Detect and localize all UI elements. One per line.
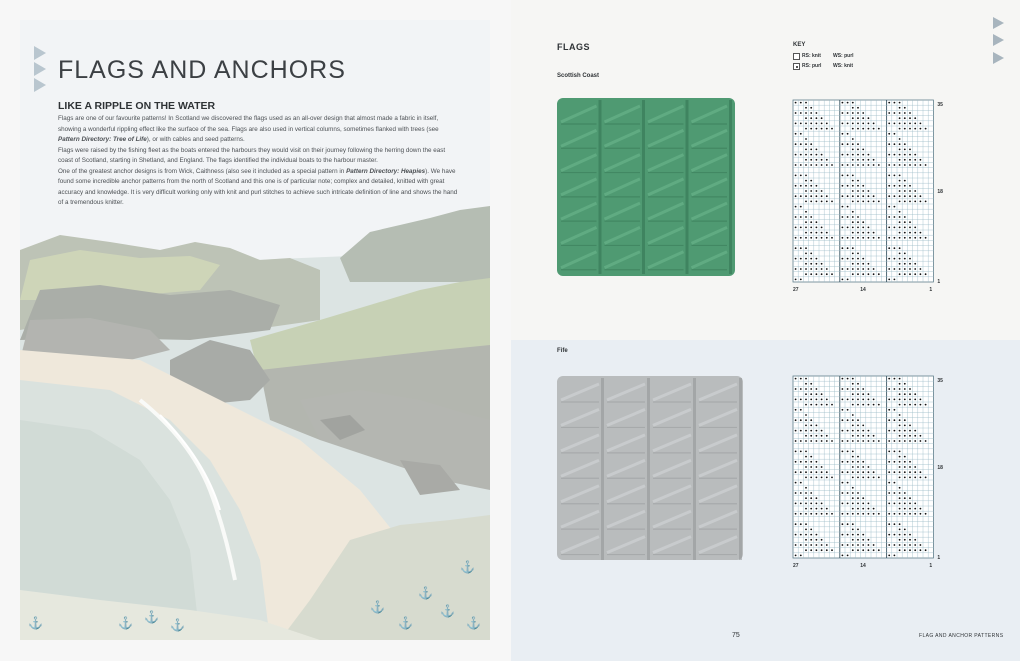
body-text <box>58 114 458 209</box>
key-title: KEY <box>793 42 806 48</box>
triangle-marker-icon <box>34 46 46 60</box>
svg-text:27: 27 <box>793 287 799 293</box>
pattern1-caption: Scottish Coast <box>557 73 600 79</box>
page-number: 75 <box>732 632 740 639</box>
svg-text:27: 27 <box>793 563 799 569</box>
anchor-icon: ⚓ <box>460 560 475 574</box>
pattern1-chart <box>791 98 951 300</box>
page-title: FLAGS AND ANCHORS <box>58 56 346 84</box>
svg-text:35: 35 <box>937 102 943 108</box>
anchor-icon: ⚓ <box>440 604 455 618</box>
pattern2-caption: Fife <box>557 348 568 354</box>
paragraph-3: One of the greatest anchor designs is from Wick, Caithness (also see it included as a special pattern in Pattern Directory: Heapies). We have found some incredible anchor patterns from the north of Scotland and this one is of particular note; complex and detailed, knitted with great accuracy and knowledge. It is very difficult working only with knit and purl stitches to achieve such intricate definition of line and shows the hand of a tremendous knitter. <box>58 167 458 206</box>
key-row1-left: RS: knit <box>802 53 821 59</box>
svg-text:18: 18 <box>937 465 943 471</box>
key-row2-left: RS: purl <box>802 63 822 69</box>
pattern2-chart <box>791 374 951 576</box>
triangle-marker-icon <box>34 78 46 92</box>
svg-text:35: 35 <box>937 378 943 384</box>
svg-text:1: 1 <box>937 279 941 285</box>
right-page <box>511 0 1020 661</box>
anchor-icon: ⚓ <box>144 610 159 624</box>
pattern2-swatch <box>555 374 747 564</box>
triangle-marker-icon <box>993 52 1004 64</box>
knit-key-icon <box>793 53 800 60</box>
anchor-icon: ⚓ <box>28 616 43 630</box>
svg-text:1: 1 <box>937 555 941 561</box>
key-row1-right: WS: purl <box>833 53 854 59</box>
running-head: FLAG AND ANCHOR PATTERNS <box>919 633 1004 639</box>
svg-text:18: 18 <box>937 189 943 195</box>
paragraph-2: Flags were raised by the fishing fleet as the boats entered the harbours they would visit on their journey following the herring down the east coast of Scotland, starting in Shetland, and England. The flags identified the individual boats to the harbour master. <box>58 146 446 164</box>
svg-text:14: 14 <box>860 287 866 293</box>
anchor-icon: ⚓ <box>370 600 385 614</box>
triangle-marker-icon <box>34 62 46 76</box>
anchor-icon: ⚓ <box>398 616 413 630</box>
svg-text:1: 1 <box>929 287 933 293</box>
triangle-marker-icon <box>993 34 1004 46</box>
anchor-icon: ⚓ <box>418 586 433 600</box>
anchor-icon: ⚓ <box>118 616 133 630</box>
anchor-icon: ⚓ <box>170 618 185 632</box>
section-subheading: LIKE A RIPPLE ON THE WATER <box>58 100 216 112</box>
svg-text:1: 1 <box>929 563 933 569</box>
triangle-marker-icon <box>993 17 1004 29</box>
pattern-heading: FLAGS <box>557 42 590 52</box>
left-page <box>20 20 490 640</box>
photo-wash <box>20 20 490 640</box>
purl-key-icon <box>793 63 800 70</box>
anchor-icon: ⚓ <box>466 616 481 630</box>
pattern1-swatch <box>555 96 737 278</box>
paragraph-1: Flags are one of our favourite patterns! In Scotland we discovered the flags used as an all-over design that almost made a fabric in itself, showing a wonderful rippling effect like the surface of the sea. Flags are also used in vertical columns, sometimes flanked with trees (see Pattern Directory: Tree of Life), or with cables and seed patterns. <box>58 115 439 143</box>
key-row2-right: WS: knit <box>833 63 853 69</box>
svg-text:14: 14 <box>860 563 866 569</box>
